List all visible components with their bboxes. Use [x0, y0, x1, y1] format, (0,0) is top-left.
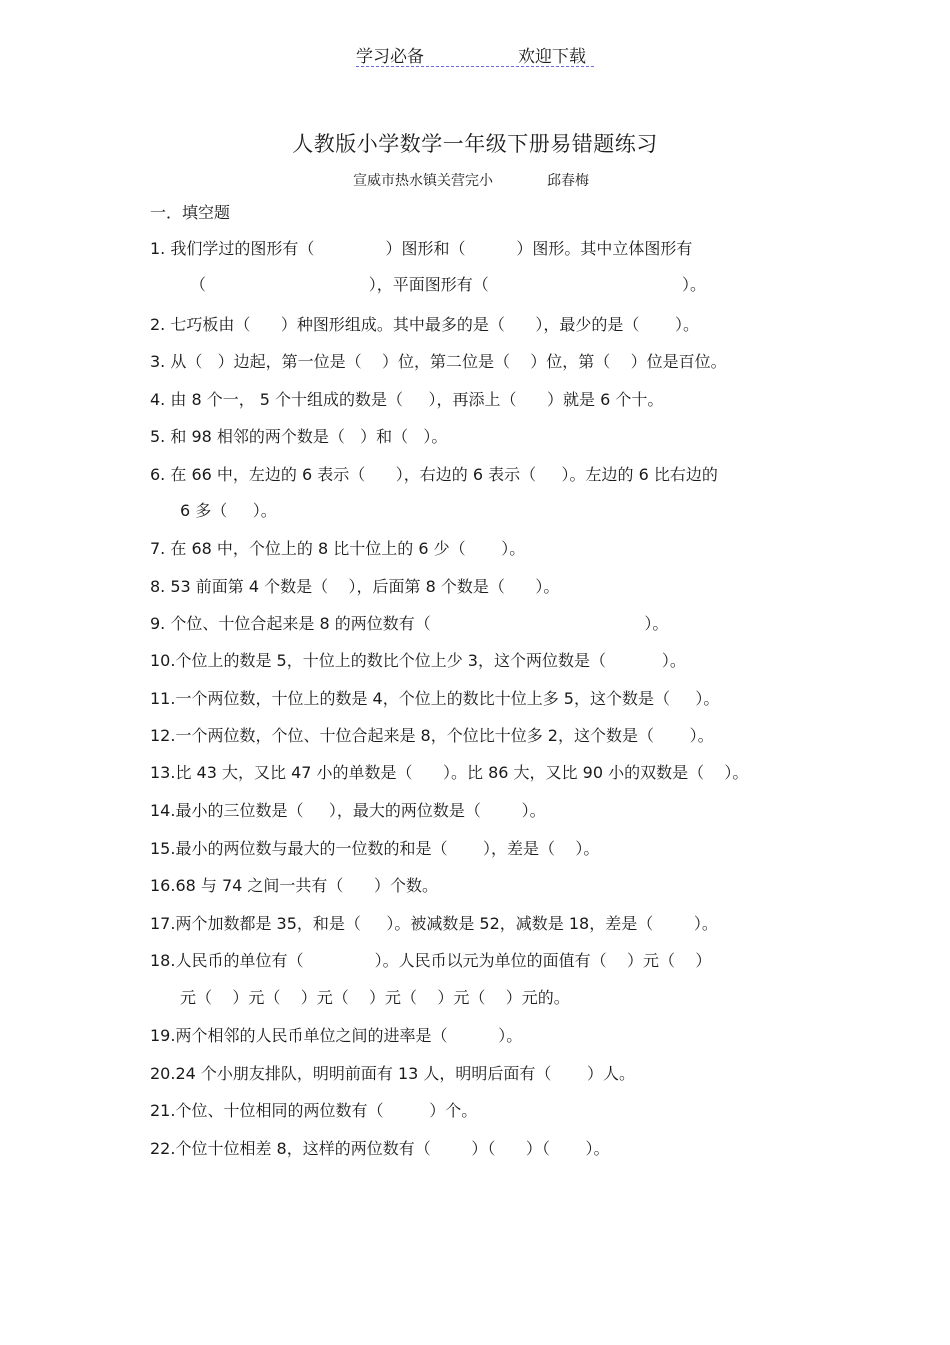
question-line: 10.个位上的数是 5，十位上的数比个位上少 3，这个两位数是（ ）。	[150, 651, 686, 670]
header-right-text: 欢迎下载	[518, 47, 586, 67]
question-line: 21.个位、十位相同的两位数有（ ）个。	[150, 1101, 478, 1120]
question-line: 5. 和 98 相邻的两个数是（ ）和（ ）。	[150, 427, 448, 446]
question-line: 12.一个两位数，个位、十位合起来是 8，个位比十位多 2，这个数是（ ）。	[150, 726, 714, 745]
question-line: 13.比 43 大，又比 47 小的单数是（ ）。比 86 大，又比 90 小的双数是（ ）。	[150, 763, 749, 782]
question-line: 7. 在 68 中，个位上的 8 比十位上的 6 少（ ）。	[150, 539, 526, 558]
question-line: 4. 由 8 个一， 5 个十组成的数是（ ），再添上（ ）就是 6 个十。	[150, 390, 664, 409]
question-line: 6 多（ ）。	[180, 501, 277, 520]
question-line: 11.一个两位数，十位上的数是 4，个位上的数比十位上多 5，这个数是（ ）。	[150, 689, 720, 708]
page-header	[356, 40, 594, 67]
question-line: 3. 从（ ）边起，第一位是（ ）位，第二位是（ ）位，第（ ）位是百位。	[150, 352, 727, 371]
header-left-text: 学习必备	[356, 47, 424, 67]
question-line: 17.两个加数都是 35，和是（ ）。被减数是 52，减数是 18，差是（ ）。	[150, 914, 718, 933]
question-line: 14.最小的三位数是（ ），最大的两位数是（ ）。	[150, 801, 546, 820]
question-line: 20.24 个小朋友排队，明明前面有 13 人，明明后面有（ ）人。	[150, 1064, 636, 1083]
school-name: 宣威市热水镇关营完小	[353, 173, 493, 189]
question-line: （ ），平面图形有（ ）。	[190, 275, 707, 294]
question-line: 16.68 与 74 之间一共有（ ）个数。	[150, 876, 438, 895]
question-line: 19.两个相邻的人民币单位之间的进率是（ ）。	[150, 1026, 523, 1045]
question-line: 22.个位十位相差 8，这样的两位数有（ ）（ ）（ ）。	[150, 1139, 610, 1158]
question-line: 15.最小的两位数与最大的一位数的和是（ ），差是（ ）。	[150, 839, 600, 858]
question-line: 元（ ）元（ ）元（ ）元（ ）元（ ）元的。	[180, 988, 570, 1007]
question-line: 1. 我们学过的图形有（ ）图形和（ ）图形。其中立体图形有	[150, 239, 693, 258]
section-heading: 一．填空题	[150, 203, 231, 222]
question-line: 18.人民币的单位有（ ）。人民币以元为单位的面值有（ ）元（ ）	[150, 951, 712, 970]
question-line: 8. 53 前面第 4 个数是（ ），后面第 8 个数是（ ）。	[150, 577, 560, 596]
author-name: 邱春梅	[547, 173, 589, 189]
document-title: 人教版小学数学一年级下册易错题练习	[292, 132, 658, 156]
question-line: 2. 七巧板由（ ）种图形组成。其中最多的是（ ），最少的是（ ）。	[150, 315, 699, 334]
question-line: 6. 在 66 中，左边的 6 表示（ ），右边的 6 表示（ ）。左边的 6 比右边的	[150, 465, 718, 484]
question-line: 9. 个位、十位合起来是 8 的两位数有（ ）。	[150, 614, 669, 633]
